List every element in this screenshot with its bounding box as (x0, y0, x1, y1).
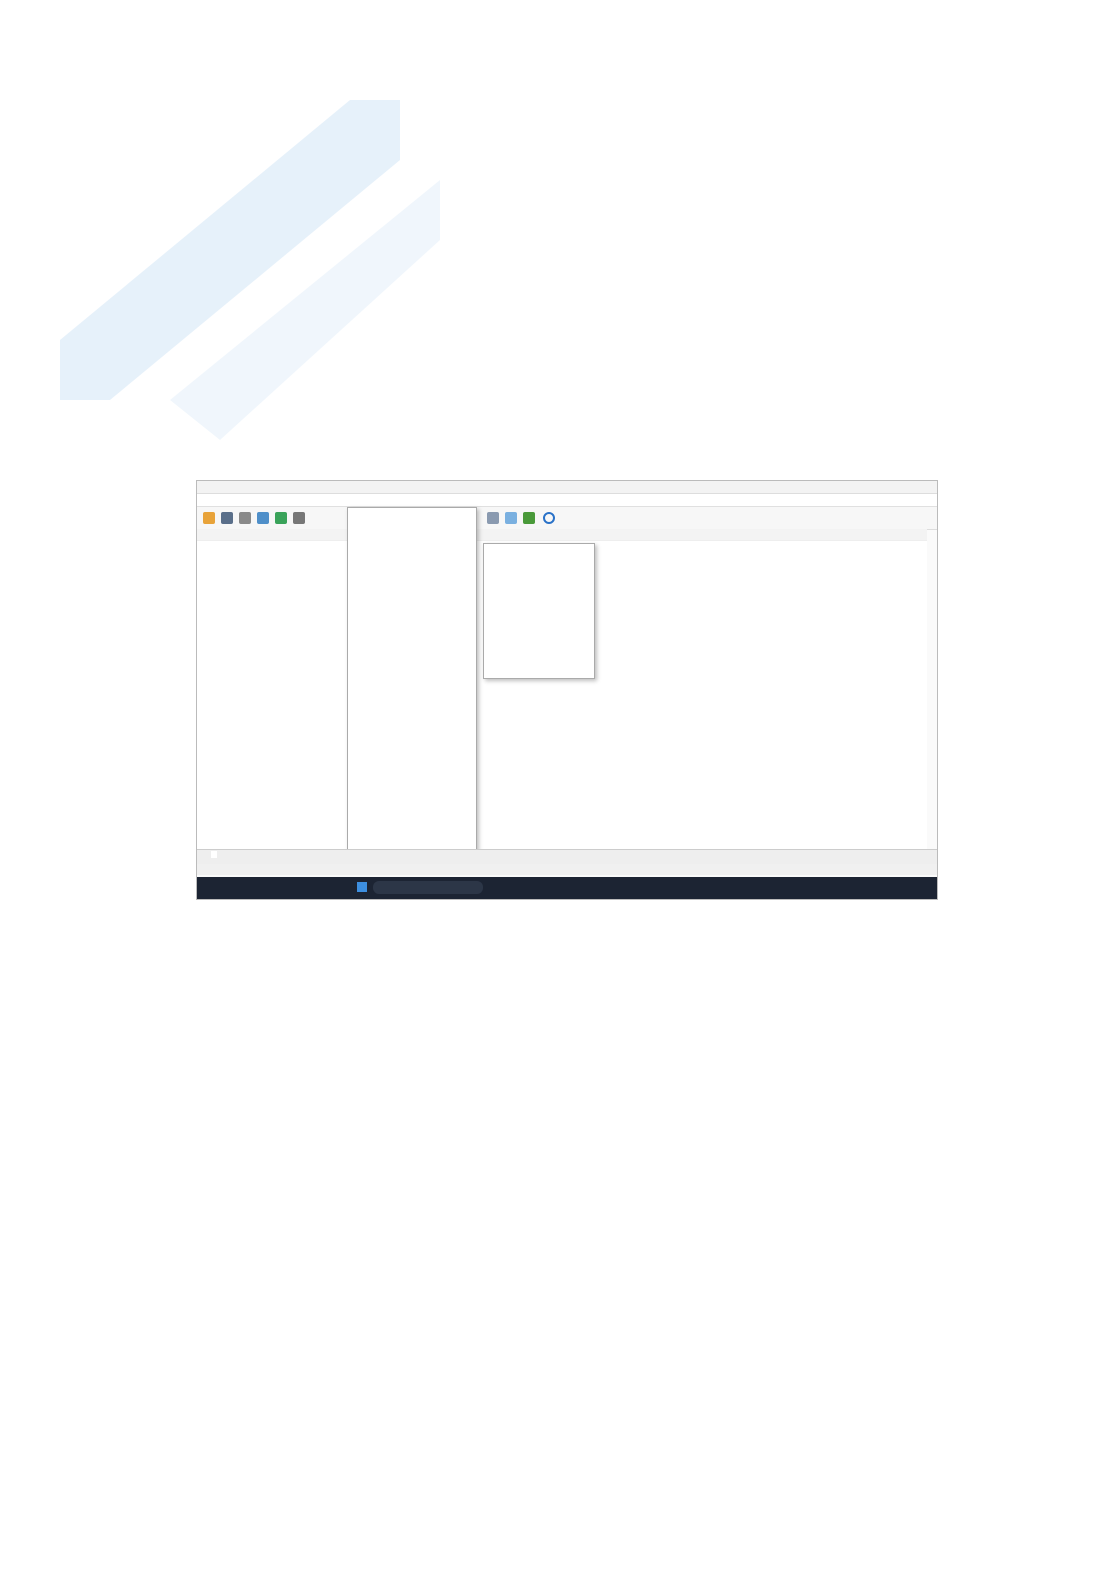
analyze-menu (347, 507, 477, 851)
save-icon (221, 512, 233, 524)
grid-header (197, 529, 927, 541)
spss-titlebar (197, 481, 937, 494)
taskbar-search[interactable] (373, 881, 483, 894)
split-icon (505, 512, 517, 524)
open-icon (203, 512, 215, 524)
descriptive-stats-submenu (483, 543, 595, 679)
start-icon[interactable] (357, 882, 367, 892)
status-bar (197, 864, 937, 875)
print-icon (239, 512, 251, 524)
weight-icon (487, 512, 499, 524)
select-icon (523, 512, 535, 524)
spss-toolbar (197, 507, 937, 530)
search-icon (543, 512, 555, 524)
spss-screenshot (196, 480, 938, 900)
view-tabs (197, 849, 937, 864)
spss-menubar (197, 494, 937, 507)
dialog-icon (257, 512, 269, 524)
skuola-watermark-logo (20, 40, 520, 460)
redo-icon (293, 512, 305, 524)
undo-icon (275, 512, 287, 524)
windows-taskbar (197, 877, 937, 899)
tab-variable-view[interactable] (211, 851, 217, 858)
